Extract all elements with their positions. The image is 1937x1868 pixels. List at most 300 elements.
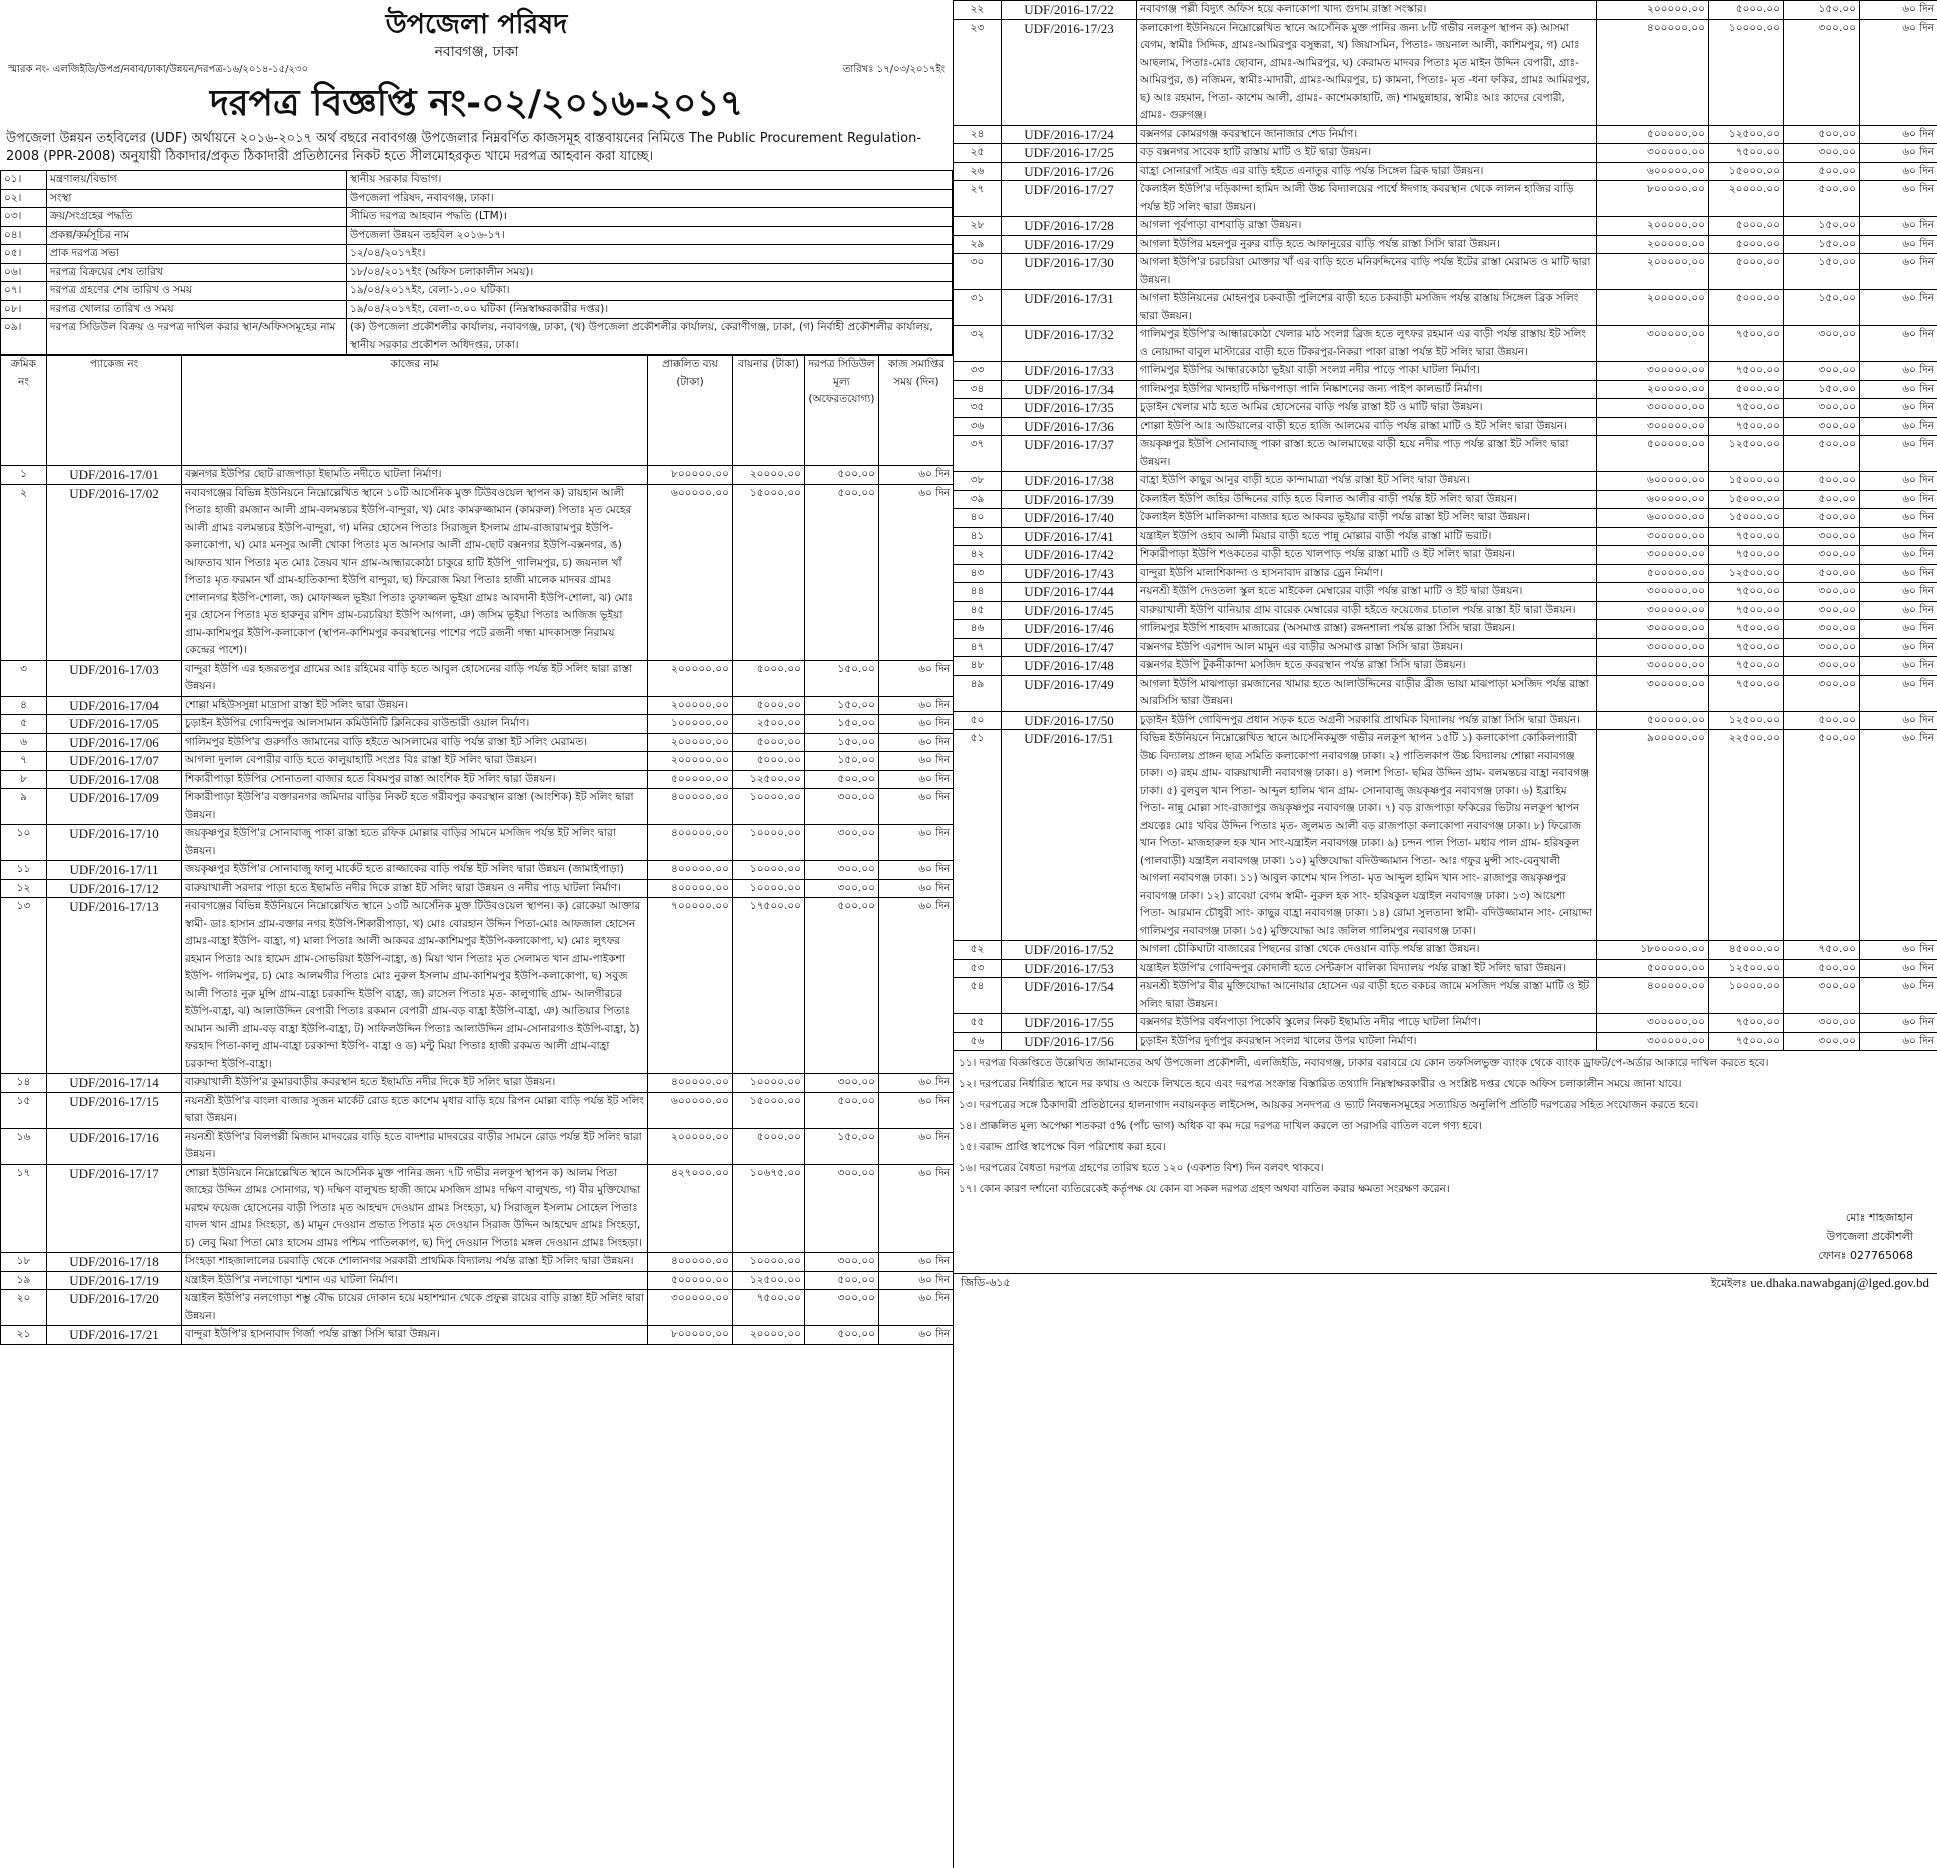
serial-cell: ১৪	[1, 1074, 47, 1093]
fee-cell: ৩০০.০০	[805, 879, 879, 898]
package-cell: UDF/2016-17/06	[47, 733, 182, 752]
cost-cell: ৫০০০০০.০০	[1597, 959, 1709, 978]
serial-cell: ৪৪	[954, 583, 1002, 602]
duration-cell: ৬০ দিন	[879, 1074, 954, 1093]
work-cell: নয়নশ্রী ইউপি'র বীর মুক্তিযোদ্ধা আনোয়ার হোসেন এর বাড়ী হতে বকচর জামে মসজিদ পর্যন্ত রাস্তা মাটি ও ইট সলিং দ্বারা উন্নয়ন।	[1137, 978, 1597, 1014]
note-item: ১৫। বরাদ্দ প্রাপ্তি স্বাপেক্ষে বিল পরিশোধ করা হবে।	[959, 1141, 1166, 1153]
work-cell: যন্ত্রাইল ইউপি'র নলগোড়া শ্মশান এর ঘাটলা নির্মাণ।	[182, 1271, 648, 1290]
earnest-cell: ৫০০০.০০	[733, 733, 805, 752]
info-label: প্রকল্প/কর্মসূচির নাম	[47, 226, 347, 245]
work-cell: বান্দুরা ইউপি এর হজরতপুর গ্রামের আঃ রহিমের বাড়ি হতে আবুল হোসেনের বাড়ি পর্যন্ত ইট সলিং দ্বারা রাস্তা উন্নয়ন।	[182, 660, 648, 696]
work-cell: বাহ্রা সোনারগাঁ সাইড এর বাড়ি হইতে এনাতুর বাড়ি পর্যন্ত সিঙ্গেল ব্রিক দ্বারা উন্নয়ন।	[1137, 162, 1597, 181]
duration-cell: ৬০ দিন	[1860, 959, 1937, 978]
serial-cell: ৩২	[954, 326, 1002, 362]
duration-cell: ৬০ দিন	[1860, 601, 1937, 620]
notes-section	[953, 1051, 1937, 1202]
col-earnest: বায়নার (টাকা)	[733, 356, 805, 466]
earnest-cell: ১০০০০.০০	[1709, 19, 1784, 125]
info-number: ০৬।	[1, 263, 47, 282]
work-cell: নবাবগঞ্জের বিভিন্ন ইউনিয়নে নিম্নোল্লেখিত স্থানে ১৩টি আর্সেনিক মুক্ত টিউবওয়েল স্থাপন। ক) রোকেয়া আক্তার স্বামী- ডাঃ হাসান গ্রাম-বক্তার নগর ইউপি-শিকারীপাড়া, খ) মোঃ বোরহান উদ্দিন পিতা-মোঃ আফজাল হোসেন গ্রামঃ-বাহ্রা ইউপি- বাহ্রা, গ) মালা পিতাঃ আলী আকবর গ্রাম-কাশিমপুর ইউপি-কলাকোপা, ঘ) মোঃ লুৎফর রহমান পিতাঃ আঃ হামেদ গ্রাম-সোভরিয়া ইউপি-বাহ্রা, ঙ) মিয়া খান পিতাঃ মৃত সেলামত খান গ্রাম-পাইকশা ইউপি- গালিমপুর, চ) মোঃ আলমগীর পিতাঃ মোঃ নুরুল ইসলাম গ্রাম-কাশিমপুর ইউপি-কলাকোপা, ছ) সবুজ আলী পিতাঃ নুরু মুন্সি গ্রাম-বাহ্রা চরকান্দি ইউপি বাহ্রা, জ) রাসেল পিতাঃ মৃত- কালুগাছি গ্রাম- আলগীরচর ইউপি-বাহ্রা, ঝ) আলাউদ্দিন বেপারী পিতাঃ রকমান বেপারী গ্রাম-বড় বাহ্রা ইউপি-বাহ্রা, ঞ) আতিয়ার পিতাঃ আমান আলী গ্রাম-বড় বাহ্রা ইউপি-বাহ্রা, ট) সাফিলউদ্দিন পিতাঃ আলাউদ্দিন গ্রাম-সোনারগাও ইউপি-বাহ্রা, ঠ) ফরহাদ পিতা-কালু গ্রাম-বাহ্রা চরকান্দা ইউপি- বাহ্রা ও ড) মন্টু মিয়া পিতাঃ হাজী রকমত আলী গ্রাম-বাহ্রা চরকান্দা ইউপি-বাহ্রা।	[182, 898, 648, 1074]
info-label: সংস্থা	[47, 189, 347, 208]
fee-cell: ৩০০.০০	[1784, 527, 1860, 546]
fee-cell: ৩০০.০০	[1784, 620, 1860, 639]
col-schedule: দরপত্র সিডিউল মূল্য (অফেরতযোগ্য)	[805, 356, 879, 466]
serial-cell: ১৫	[1, 1092, 47, 1128]
table-row	[954, 1032, 1937, 1051]
table-row	[954, 1014, 1937, 1033]
cost-cell: ৫০০০০০.০০	[1597, 564, 1709, 583]
package-cell: UDF/2016-17/39	[1002, 490, 1137, 509]
table-row	[1, 1164, 954, 1253]
duration-cell: ৬০ দিন	[1860, 417, 1937, 436]
duration-cell: ৬০ দিন	[879, 1128, 954, 1164]
fee-cell: ৩০০.০০	[805, 861, 879, 880]
fee-cell: ৩০০.০০	[1784, 978, 1860, 1014]
serial-cell: ২২	[954, 1, 1002, 20]
duration-cell: ৬০ দিন	[1860, 675, 1937, 711]
earnest-cell: ৫০০০.০০	[1709, 217, 1784, 236]
duration-cell: ৬০ দিন	[879, 1290, 954, 1326]
package-cell: UDF/2016-17/54	[1002, 978, 1137, 1014]
duration-cell: ৬০ দিন	[1860, 362, 1937, 381]
duration-cell: ৬০ দিন	[1860, 527, 1937, 546]
duration-cell: ৬০ দিন	[1860, 162, 1937, 181]
col-serial: ক্রমিক নং	[1, 356, 47, 466]
fee-cell: ৩০০.০০	[1784, 19, 1860, 125]
table-row	[954, 730, 1937, 941]
work-cell: চুড়াইন খেলার মাঠ হতে আমির হোসেনের বাড়ি পর্যন্ত রাস্তা ইট ও মাটি দ্বারা উন্নয়ন।	[1137, 399, 1597, 418]
serial-cell: ২৪	[954, 125, 1002, 144]
package-cell: UDF/2016-17/19	[47, 1271, 182, 1290]
table-row	[954, 638, 1937, 657]
cost-cell: ৪২৭০০০.০০	[648, 1164, 733, 1253]
work-cell: যন্ত্রাইল ইউপি ওহাব আলী মিয়ার বাড়ী হতে পান্নু মোল্লার বাড়ী পর্যন্ত রাস্তা মাটি ভরাট।	[1137, 527, 1597, 546]
duration-cell: ৬০ দিন	[879, 825, 954, 861]
cost-cell: ৩০০০০০.০০	[648, 1290, 733, 1326]
fee-cell: ৫০০.০০	[1784, 730, 1860, 941]
package-cell: UDF/2016-17/44	[1002, 583, 1137, 602]
table-row	[954, 235, 1937, 254]
package-cell: UDF/2016-17/03	[47, 660, 182, 696]
fee-cell: ৩০০.০০	[1784, 546, 1860, 565]
duration-cell: ৬০ দিন	[879, 1271, 954, 1290]
fee-cell: ৩০০.০০	[805, 1074, 879, 1093]
serial-cell: ১৭	[1, 1164, 47, 1253]
info-value: স্থানীয় সরকার বিভাগ।	[347, 171, 953, 190]
table-row	[1, 696, 954, 715]
table-row	[1, 1271, 954, 1290]
fee-cell: ১৫০.০০	[1784, 254, 1860, 290]
work-cell: বক্সনগর ইউপি এরশাদ আল মামুন এর বাড়ীর অসমাপ্ত রাস্তা সিসি দ্বারা উন্নয়ন।	[1137, 638, 1597, 657]
fee-cell: ৩০০.০০	[1784, 638, 1860, 657]
serial-cell: ২৯	[954, 235, 1002, 254]
cost-cell: ৫০০০০০.০০	[648, 770, 733, 789]
note-item: ১৩। দরপত্রের সঙ্গে ঠিকাদারী প্রতিষ্ঠানের হালনাগাদ নবায়নকৃত লাইসেন্স, আয়কর সনদপত্র ও ভ্যাট নিবন্ধনসমূহের সত্যায়িত অনুলিপি প্রতিটি দরপত্রের সহিত সংযোজন করতে হবে।	[959, 1099, 1699, 1111]
duration-cell: ৬০ দিন	[1860, 620, 1937, 639]
table-row	[954, 399, 1937, 418]
duration-cell: ৬০ দিন	[879, 861, 954, 880]
earnest-cell: ১২৫০০.০০	[1709, 564, 1784, 583]
fee-cell: ৩০০.০০	[1784, 144, 1860, 163]
work-cell: কৈলাইল ইউপি জহির উদ্দিনের বাড়ি হতে বিলাত আলীর বাড়ী পর্যন্ত ইট সলিং দ্বারা উন্নয়ন।	[1137, 490, 1597, 509]
info-number: ০২।	[1, 189, 47, 208]
earnest-cell: ১০০০০.০০	[733, 825, 805, 861]
cost-cell: ২০০০০০.০০	[648, 696, 733, 715]
cost-cell: ৫০০০০০.০০	[648, 1271, 733, 1290]
cost-cell: ৩০০০০০.০০	[1597, 546, 1709, 565]
package-cell: UDF/2016-17/56	[1002, 1032, 1137, 1051]
table-row	[954, 620, 1937, 639]
earnest-cell: ৭৫০০.০০	[1709, 527, 1784, 546]
serial-cell: ৩০	[954, 254, 1002, 290]
earnest-cell: ২০০০০.০০	[733, 1326, 805, 1345]
work-cell: বারুয়াখালী ইউপি'র কুমারবাড়ীর কবরস্থান হতে ইছামতি নদীর দিকে ইট সলিং দ্বারা উন্নয়ন।	[182, 1074, 648, 1093]
serial-cell: ৩৯	[954, 490, 1002, 509]
fee-cell: ৫০০.০০	[1784, 509, 1860, 528]
fee-cell: ৩০০.০০	[805, 789, 879, 825]
info-number: ০১।	[1, 171, 47, 190]
package-cell: UDF/2016-17/05	[47, 715, 182, 734]
package-cell: UDF/2016-17/07	[47, 752, 182, 771]
cost-cell: ৭০০০০০.০০	[648, 898, 733, 1074]
note-item: ১৬। দরপত্রের বৈধতা দরপত্র গ্রহণের তারিখ হতে ১২০ (একশত বিশ) দিন বলবৎ থাকবে।	[959, 1162, 1324, 1174]
table-row	[954, 380, 1937, 399]
work-cell: চুড়াইন ইউপি গোবিন্দপুর প্রধান সড়ক হতে অগ্রনী সরকারি প্রাথমিক বিদ্যালয় পর্যন্ত রাস্তা সিসি দ্বারা উন্নয়ন।	[1137, 711, 1597, 730]
serial-cell: ৩৪	[954, 380, 1002, 399]
left-column	[0, 0, 954, 1868]
fee-cell: ১৫০.০০	[805, 660, 879, 696]
cost-cell: ২০০০০০.০০	[1597, 290, 1709, 326]
table-row	[954, 490, 1937, 509]
earnest-cell: ৫০০০.০০	[1709, 235, 1784, 254]
fee-cell: ৫০০.০০	[805, 484, 879, 660]
fee-cell: ১৫০.০০	[805, 696, 879, 715]
col-package: প্যাকেজ নং	[47, 356, 182, 466]
serial-cell: ৩৬	[954, 417, 1002, 436]
duration-cell: ৬০ দিন	[1860, 583, 1937, 602]
table-row	[954, 144, 1937, 163]
package-cell: UDF/2016-17/38	[1002, 472, 1137, 491]
duration-cell: ৬০ দিন	[1860, 638, 1937, 657]
work-cell: আগলা ইউপি'র চরচরিয়া মোক্তার খাঁ এর বাড়ি হতে মনিরুদ্দিনের বাড়ি পর্যন্ত ইটের রাস্তা মেরামত ও মাটি দ্বারা উন্নয়ন।	[1137, 254, 1597, 290]
duration-cell: ৬০ দিন	[1860, 657, 1937, 676]
fee-cell: ৩০০.০০	[1784, 601, 1860, 620]
cost-cell: ৫০০০০০.০০	[1597, 436, 1709, 472]
table-row	[954, 711, 1937, 730]
cost-cell: ৩০০০০০.০০	[1597, 675, 1709, 711]
duration-cell: ৬০ দিন	[1860, 711, 1937, 730]
package-cell: UDF/2016-17/48	[1002, 657, 1137, 676]
note-item: ১২। দরপত্রের নির্ধারিত স্থানে দর কথায় ও অংকে লিখতে হবে এবং দরপত্র সংক্রান্ত বিস্তারিত তথ্যাদি নিম্নস্বাক্ষরকারীর ও সংশ্লিষ্ট দপ্তর থেকে অফিস চলাকালীন সময়ে জানা যাবে।	[959, 1078, 1682, 1090]
fee-cell: ৫০০.০০	[805, 770, 879, 789]
work-cell: গালিমপুর ইউপির আন্ধারকোঠা ভূইয়া বাড়ী সংলগ্ন নদীর পাড়ে পাকা ঘাটলা নির্মাণ।	[1137, 362, 1597, 381]
duration-cell: ৬০ দিন	[1860, 1014, 1937, 1033]
earnest-cell: ১২৫০০.০০	[733, 1271, 805, 1290]
package-cell: UDF/2016-17/53	[1002, 959, 1137, 978]
serial-cell: ৫৩	[954, 959, 1002, 978]
work-cell: কৈলাইল ইউপি মালিকান্দা বাজার হতে আকবর ভূইয়ার বাড়ী পর্যন্ত রাস্তা ইট সলিং দ্বারা উন্নয়ন।	[1137, 509, 1597, 528]
duration-cell: ৬০ দিন	[1860, 399, 1937, 418]
cost-cell: ৫০০০০০.০০	[1597, 125, 1709, 144]
earnest-cell: ৪৫০০০.০০	[1709, 941, 1784, 960]
work-cell: বক্সনগর ইউপি টুকনীকান্দা মসজিদ হতে কবরস্থান পর্যন্ত রাস্তা সিসি দ্বারা উন্নয়ন।	[1137, 657, 1597, 676]
fee-cell: ৩০০.০০	[805, 825, 879, 861]
earnest-cell: ২০০০০.০০	[733, 466, 805, 485]
work-cell: শিকারীপাড়া ইউপি'র বক্তারনগর জমিদার বাড়ির নিকট হতে গরীবপুর কবরস্থান রাস্তা (আংশিক) ইট সলিং দ্বারা উন্নয়ন।	[182, 789, 648, 825]
package-cell: UDF/2016-17/42	[1002, 546, 1137, 565]
fee-cell: ৩০০.০০	[1784, 417, 1860, 436]
fee-cell: ১৫০.০০	[805, 733, 879, 752]
fee-cell: ১৫০.০০	[1784, 235, 1860, 254]
earnest-cell: ১০০০০.০০	[733, 789, 805, 825]
work-cell: বারুয়াখালী ইউপি বানিয়ার গ্রাম বারেক মেম্বারের বাড়ী হইতে ফয়েজের চাতাল পর্যন্ত রাস্তা ইট দ্বারা উন্নয়ন।	[1137, 601, 1597, 620]
info-value: (ক) উপজেলা প্রকৌশলীর কার্যালয়, নবাবগঞ্জ, ঢাকা, (খ) উপজেলা প্রকৌশলীর কার্যালয়, কেরাণীগঞ্জ, ঢাকা, (গ) নির্বাহী প্রকৌশলীর কার্যালয়, স্থানীয় সরকার প্রকৌশল অধিদপ্তর, ঢাকা।	[347, 319, 953, 355]
duration-cell: ৬০ দিন	[1860, 19, 1937, 125]
work-cell: জয়কৃষ্ণপুর ইউপি'র সোনাবাজু পাকা রাস্তা হতে রফিক মোল্লার বাড়ির সামনে মসজিদ পর্যন্ত ইট সলিং দ্বারা উন্নয়ন।	[182, 825, 648, 861]
package-cell: UDF/2016-17/52	[1002, 941, 1137, 960]
info-label: দরপত্র খোলার তারিখ ও সময়	[47, 300, 347, 319]
cost-cell: ২০০০০০.০০	[648, 733, 733, 752]
earnest-cell: ৫০০০.০০	[733, 752, 805, 771]
work-cell: জয়কৃষ্ণপুর ইউপি সোনাবাজু পাকা রাস্তা হতে আলমাছের বাড়ী হয়ে নদীর পাড় পর্যন্ত রাস্তা ইট সলিং দ্বারা উন্নয়ন।	[1137, 436, 1597, 472]
work-cell: শিকারীপাড়া ইউপি শওকতের বাড়ী হতে খালপাড় পর্যন্ত রাস্তা মাটি ও ইট সলিং দ্বারা উন্নয়ন।	[1137, 546, 1597, 565]
package-cell: UDF/2016-17/51	[1002, 730, 1137, 941]
fee-cell: ১৫০.০০	[1784, 217, 1860, 236]
notice-intro: উপজেলা উন্নয়ন তহবিলের (UDF) অর্থায়নে ২০১৬-২০১৭ অর্থ বছরে নবাবগঞ্জ উপজেলার নিম্নবর্ণিত কাজসমূহ বাস্তবায়নের নিমিত্তে The Public Procurement Regulation-2008 (PPR-2008) অনুযায়ী ঠিকাদার/প্রকৃত ঠিকাদারী প্রতিষ্ঠানের নিকট হতে সীলমোহরকৃত খামে দরপত্র আহবান করা যাচ্ছে।	[6, 131, 922, 164]
work-cell: বান্দুরা ইউপি মালাশিকান্দা ও হাসনাবাদ রাস্তার ড্রেন নির্মাণ।	[1137, 564, 1597, 583]
work-cell: বাহ্রা ইউপি কাছুর আনুর বাড়ী হতে কান্দামাত্রা পর্যন্ত রাস্তা ইট সলিং দ্বারা উন্নয়ন।	[1137, 472, 1597, 491]
info-label: দরপত্র বিক্রয়ের শেষ তারিখ	[47, 263, 347, 282]
cost-cell: ৬০০০০০.০০	[1597, 490, 1709, 509]
fee-cell: ৩০০.০০	[1784, 583, 1860, 602]
earnest-cell: ১০০০০.০০	[733, 879, 805, 898]
info-row	[1, 319, 953, 355]
duration-cell: ৬০ দিন	[1860, 564, 1937, 583]
cost-cell: ৪০০০০০.০০	[648, 825, 733, 861]
info-label: দরপত্র গ্রহণের শেষ তারিখ ও সময়	[47, 282, 347, 301]
info-row	[1, 189, 953, 208]
serial-cell: ৪০	[954, 509, 1002, 528]
note-item: ১৪। প্রাক্কলিত মূল্য অপেক্ষা শতকরা ৫% (পাঁচ ভাগ) অধিক বা কম দরে দরপত্র দাখিল করলে তা সরাসরি বাতিল বলে গণ্য হবে।	[959, 1120, 1482, 1132]
work-cell: বক্সনগর ইউপির বর্ধনপাড়া পিকেবি স্কুলের নিকট ইছামতি নদীর পাড়ে ঘাটলা নির্মাণ।	[1137, 1014, 1597, 1033]
serial-cell: ৫০	[954, 711, 1002, 730]
table-row	[954, 472, 1937, 491]
package-cell: UDF/2016-17/15	[47, 1092, 182, 1128]
fee-cell: ১৫০.০০	[1784, 290, 1860, 326]
serial-cell: ৫১	[954, 730, 1002, 941]
earnest-cell: ৫০০০.০০	[1709, 254, 1784, 290]
package-cell: UDF/2016-17/21	[47, 1326, 182, 1345]
cost-cell: ৬০০০০০.০০	[1597, 162, 1709, 181]
package-cell: UDF/2016-17/46	[1002, 620, 1137, 639]
package-cell: UDF/2016-17/36	[1002, 417, 1137, 436]
duration-cell: ৬০ দিন	[1860, 546, 1937, 565]
duration-cell: ৬০ দিন	[879, 770, 954, 789]
info-number: ০৪।	[1, 226, 47, 245]
earnest-cell: ৭৫০০.০০	[1709, 399, 1784, 418]
work-cell: চুড়াইন ইউপির দুর্গাপুর কবরস্থান সংলগ্ন খালের উপর ঘাটলা নির্মাণ।	[1137, 1032, 1597, 1051]
table-row	[954, 290, 1937, 326]
earnest-cell: ২০০০০.০০	[1709, 181, 1784, 217]
earnest-cell: ১৫০০০.০০	[733, 484, 805, 660]
cost-cell: ২০০০০০.০০	[1597, 235, 1709, 254]
work-cell: নবাবগঞ্জের বিভিন্ন ইউনিয়নে নিম্নোল্লেখিত স্থানে ১০টি আর্সেনিক মুক্ত টিউবওয়েল স্থাপন ক) রায়হান আলী পিতাঃ হাজী রমজান আলী গ্রাম-বলমন্তচর ইউপি-বান্দুরা, খ) মোঃ কামরুজ্জামান (কামরুল) পিতাঃ মৃত মেহের আলী গ্রামঃ বলমন্তচর ইউপি-বান্দুরা, গ) মনির হোসেন পিতাঃ সিরাজুল ইসলাম গ্রাম-রাজারামপুর ইউপি- কলাকোপা, ঘ) মোঃ মনসুর আলী খোকা পিতাঃ মৃত আনসার আলী গ্রাম-ছোট বক্সনগর ইউপি-বক্সনগর, ঙ) আফতাব খান পিতাঃ মৃত মোঃ তৈয়ব খান গ্রাম-আন্ধারকোঠা চাকুরে হাটি ইউপি_গালিমপুর, চ) জয়নাল খাঁ পিতাঃ মৃত ফরমান খাঁ গ্রাম-হাতিকান্দা ইউপি বান্দুরা, ছ) ফিরোজ মিয়া পিতাঃ হাজী মালেক মাদবর গ্রামঃ শোলানগর ইউপি-শোলা, জ) মোফাজ্জল ভূইয়া পিতাঃ তুফাজ্জল ভূইয়া গ্রামঃ আবদানী ইউপি-শোলা, ঝ) মোঃ নুর হোসেন পিতাঃ মৃত হারুনুর রশিদ গ্রাম-চরচরিয়া ইউপি আগলা, ঞ) জসিম ভূইয়া পিতাঃ আজিজ ভূইয়া গ্রাম-কাশিমপুর ইউপি-কলাকোপ (স্থাপন-কাশিমপুর কবরস্থানের পাশের পটে রজনী গন্ধা মাদকাসক্ত নিরাময় কেন্দ্রের পাশে)।	[182, 484, 648, 660]
serial-cell: ১৯	[1, 1271, 47, 1290]
work-cell: আগলা চৌকিঘাটা বাজারের পিছনের রাস্তা থেকে দেওয়ান বাড়ি পর্যন্ত রাস্তা উন্নয়ন।	[1137, 941, 1597, 960]
earnest-cell: ১২৫০০.০০	[1709, 125, 1784, 144]
serial-cell: ২৭	[954, 181, 1002, 217]
cost-cell: ২০০০০০.০০	[648, 752, 733, 771]
table-row	[954, 162, 1937, 181]
table-row	[954, 181, 1937, 217]
office-title: উপজেলা পরিষদ	[385, 9, 568, 40]
duration-cell: ৬০ দিন	[1860, 509, 1937, 528]
earnest-cell: ১৫০০০.০০	[1709, 490, 1784, 509]
info-value: ১২/০৪/২০১৭ইং।	[347, 245, 953, 264]
serial-cell: ১৮	[1, 1253, 47, 1272]
table-row	[1, 1092, 954, 1128]
info-value: ১৯/০৪/২০১৭ইং, বেলা-৩.০০ ঘটিকা (নিম্নস্বাক্ষরকারীর দপ্তর)।	[347, 300, 953, 319]
table-row	[1, 660, 954, 696]
info-row	[1, 282, 953, 301]
serial-cell: ৯	[1, 789, 47, 825]
serial-cell: ৩	[1, 660, 47, 696]
serial-cell: ১৩	[1, 898, 47, 1074]
info-row	[1, 208, 953, 227]
package-cell: UDF/2016-17/14	[47, 1074, 182, 1093]
work-cell: বক্সনগর ইউপির ছোট রাজপাড়া ইছামতি নদীতে ঘাটলা নির্মাণ।	[182, 466, 648, 485]
fee-cell: ৫০০.০০	[805, 466, 879, 485]
table-row	[1, 1326, 954, 1345]
info-number: ০৫।	[1, 245, 47, 264]
table-row	[1, 1253, 954, 1272]
email-address[interactable]: ue.dhaka.nawabganj@lged.gov.bd	[1750, 1275, 1929, 1290]
duration-cell: ৬০ দিন	[1860, 490, 1937, 509]
serial-cell: ৫৬	[954, 1032, 1002, 1051]
table-row	[1, 484, 954, 660]
serial-cell: ৪৬	[954, 620, 1002, 639]
package-cell: UDF/2016-17/01	[47, 466, 182, 485]
work-cell: নবাবগঞ্জ পল্লী বিদ্যুৎ অফিস হয়ে কলাকোপা খাদ্য গুদাম রাস্তা সংস্কার।	[1137, 1, 1597, 20]
fee-cell: ৫০০.০০	[805, 1326, 879, 1345]
serial-cell: ৪৯	[954, 675, 1002, 711]
info-value: ১৮/০৪/২০১৭ইং (অফিস চলাকালীন সময়)।	[347, 263, 953, 282]
memo-line	[0, 62, 953, 78]
serial-cell: ৪৭	[954, 638, 1002, 657]
work-cell: গালিমপুর ইউপি'র আন্ধারকোঠা খেলার মাঠ সংলগ্ন ব্রিজ হতে লুৎফর রহমান এর বাড়ী পর্যন্ত রাস্তায় ইট সলিং ও নোয়াদ্দা বাবুল মাস্টারের বাড়ী হতে টিকরপুর-নিকরা পাকা রাস্তা পর্যন্ত ইট সলিং দ্বারা উন্নয়ন।	[1137, 326, 1597, 362]
serial-cell: ৫৫	[954, 1014, 1002, 1033]
col-cost: প্রাক্কলিত ব্যয় (টাকা)	[648, 356, 733, 466]
cost-cell: ৩০০০০০.০০	[1597, 620, 1709, 639]
serial-cell: ১১	[1, 861, 47, 880]
fee-cell: ৩০০.০০	[805, 1253, 879, 1272]
duration-cell: ৬০ দিন	[879, 789, 954, 825]
table-row	[1, 715, 954, 734]
fee-cell: ১৫০.০০	[805, 752, 879, 771]
package-table-right	[953, 0, 1937, 1051]
cost-cell: ৪০০০০০.০০	[648, 861, 733, 880]
package-cell: UDF/2016-17/16	[47, 1128, 182, 1164]
signatory-phone: ফোনঃ 027765068	[1818, 1249, 1913, 1262]
earnest-cell: ১০০০০.০০	[1709, 978, 1784, 1014]
earnest-cell: ৭৫০০.০০	[1709, 417, 1784, 436]
serial-cell: ৪	[1, 696, 47, 715]
info-number: ০৭।	[1, 282, 47, 301]
earnest-cell: ৭৫০০.০০	[733, 1290, 805, 1326]
package-cell: UDF/2016-17/20	[47, 1290, 182, 1326]
work-cell: নয়নশ্রী ইউপি'র বাংলা বাজার সুজন মার্কেট রোড হতে কাশেম মৃধার বাড়ি হয়ে রিপন মোল্লা বাড়ি পর্যন্ত ইট সলিং দ্বারা উন্নয়ন।	[182, 1092, 648, 1128]
package-cell: UDF/2016-17/28	[1002, 217, 1137, 236]
table-row	[954, 583, 1937, 602]
fee-cell: ৫০০.০০	[1784, 181, 1860, 217]
earnest-cell: ২২৫০০.০০	[1709, 730, 1784, 941]
duration-cell: ৬০ দিন	[1860, 1, 1937, 20]
package-cell: UDF/2016-17/30	[1002, 254, 1137, 290]
cost-cell: ৩০০০০০.০০	[1597, 601, 1709, 620]
gd-code: জিডি-৬১৫	[961, 1276, 1011, 1289]
cost-cell: ২০০০০০.০০	[1597, 1, 1709, 20]
work-cell: শোল্লা ইউনিয়নে নিম্নোল্লেখিত স্থানে আর্সেনিক মুক্ত পানির জন্য ৭টি গভীর নলকূপ স্থাপন ক) আলম পিতা জাহের উদ্দিন গ্রামঃ সোনাগর, খ) দক্ষিণ বালুখন্ড হাজী জামে মসজিদ গ্রামঃ দক্ষিণ বালুখন্ড, গ) বীর মুক্তিযোদ্ধা মরহুম ফয়েজ হোসেনের বাড়ী পিতাঃ মৃত আহম্মদ দেওয়ান গ্রামঃ সিংহড়া, ঘ) সিরাজুল ইসলাম সোহেল পিতাঃ বাদল খান গ্রামঃ সিংহড়া, ঙ) মামুন দেওয়ান প্রভাত পিতাঃ মৃত দেওয়ান সিরাজ উদ্দিন আহম্মেদ গ্রামঃ সিংহড়া, চ) লেবু মিয়া পিতা মোঃ হাসেম গ্রামঃ পশ্চিম পাতিলকাপ, ছ) দিপু দেওয়ান পিতাঃ মঙ্গল দেওয়ান গ্রামঃ সিংহড়া।	[182, 1164, 648, 1253]
cost-cell: ৩০০০০০.০০	[1597, 583, 1709, 602]
fee-cell: ১৫০.০০	[1784, 1, 1860, 20]
serial-cell: ৪৩	[954, 564, 1002, 583]
right-column	[953, 0, 1937, 1868]
serial-cell: ২১	[1, 1326, 47, 1345]
serial-cell: ৮	[1, 770, 47, 789]
serial-cell: ৫৪	[954, 978, 1002, 1014]
cost-cell: ৬০০০০০.০০	[648, 484, 733, 660]
cost-cell: ১৮০০০০০.০০	[1597, 941, 1709, 960]
cost-cell: ৬০০০০০.০০	[648, 1092, 733, 1128]
serial-cell: ১০	[1, 825, 47, 861]
work-cell: শোল্লা ইউপি আঃ আউয়ালের বাড়ী হতে হাজি আলমের বাড়ি পর্যন্ত রাস্তা মাটি ও ইট সলিং দ্বারা উন্নয়ন।	[1137, 417, 1597, 436]
note-item: ১৭। কোন কারণ দর্শানো ব্যতিরেকেই কর্তৃপক্ষ যে কোন বা সকল দরপত্র গ্রহণ অথবা বাতিল করার ক্ষমতা সংরক্ষণ করেন।	[959, 1183, 1450, 1195]
info-row	[1, 245, 953, 264]
table-row	[954, 362, 1937, 381]
work-cell: জয়কৃষ্ণপুর ইউপি'র সোনাবাজু ফালু মার্কেট হতে রাজ্জাকের বাড়ি পর্যন্ত ইট সলিং দ্বারা উন্নয়ন (জামাইপাড়া)	[182, 861, 648, 880]
table-row	[954, 564, 1937, 583]
cost-cell: ২০০০০০.০০	[1597, 380, 1709, 399]
cost-cell: ৮০০০০০.০০	[1597, 181, 1709, 217]
earnest-cell: ১০৬৭৫.০০	[733, 1164, 805, 1253]
work-cell: শোল্লা মহিউসসুন্না মাদ্রাসা রাস্তা ইট সলিং দ্বারা উন্নয়ন।	[182, 696, 648, 715]
signatory-designation: উপজেলা প্রকৌশলী	[1826, 1230, 1913, 1243]
fee-cell: ৩০০.০০	[1784, 362, 1860, 381]
fee-cell: ৫০০.০০	[1784, 959, 1860, 978]
earnest-cell: ১২৫০০.০০	[1709, 959, 1784, 978]
earnest-cell: ৭৫০০.০০	[1709, 638, 1784, 657]
table-row	[954, 217, 1937, 236]
package-cell: UDF/2016-17/29	[1002, 235, 1137, 254]
fee-cell: ৫০০.০০	[805, 1271, 879, 1290]
fee-cell: ১৫০.০০	[805, 715, 879, 734]
cost-cell: ৩০০০০০.০০	[1597, 326, 1709, 362]
info-number: ০৩।	[1, 208, 47, 227]
serial-cell: ৩৩	[954, 362, 1002, 381]
earnest-cell: ৭৫০০.০০	[1709, 601, 1784, 620]
email-line	[1711, 1274, 1929, 1293]
package-cell: UDF/2016-17/22	[1002, 1, 1137, 20]
fee-cell: ৩০০.০০	[1784, 657, 1860, 676]
signatory-name: মোঃ শাহজাহান	[1845, 1211, 1913, 1224]
earnest-cell: ১২৫০০.০০	[1709, 711, 1784, 730]
fee-cell: ৫০০.০০	[1784, 490, 1860, 509]
duration-cell: ৬০ দিন	[1860, 436, 1937, 472]
memo-number: স্মারক নং- এলজিইডি/উপপ্র/নবাব/ঢাকা/উন্নয়ন/দরপত্র-১৬/২০১৪-১৫/২৩০	[8, 64, 308, 75]
duration-cell: ৬০ দিন	[879, 1326, 954, 1345]
serial-cell: ৭	[1, 752, 47, 771]
cost-cell: ৮০০০০০.০০	[648, 466, 733, 485]
